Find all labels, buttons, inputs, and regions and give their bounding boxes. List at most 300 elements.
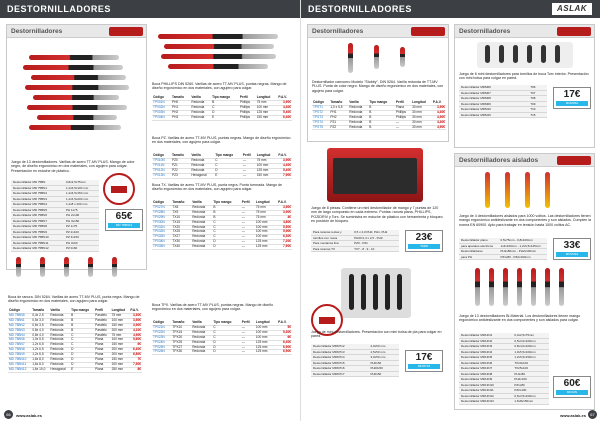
table-cell: 6,90€ — [277, 350, 292, 355]
item-name: Destornillador MDM07 — [459, 90, 528, 96]
table-cell: B — [212, 210, 240, 215]
item-name: Destornillador MD 75BN9 — [11, 229, 64, 235]
set13b-item-list — [459, 333, 549, 405]
table-cell: 5,40€ — [277, 110, 292, 115]
table-cell: Redonda — [191, 330, 212, 335]
screwdriver-icon — [64, 257, 69, 277]
price-box — [553, 87, 591, 109]
table-cell: Plana — [94, 362, 110, 367]
table-cell: C — [214, 163, 242, 168]
table-cell: 150 mm — [111, 358, 130, 363]
table-cell: Phillips — [239, 105, 256, 110]
table-row — [312, 125, 446, 130]
table-cell: Redonda — [190, 158, 214, 163]
table-cell: PZ2 — [171, 168, 190, 173]
table-cell: 0,6x 3,5 — [31, 323, 49, 328]
item-name: Destornillador MD13N11 — [459, 388, 512, 394]
item-name: Destornillador MD13N1 — [459, 333, 512, 338]
stubby-table — [312, 101, 446, 130]
table-cell: B — [70, 323, 94, 328]
column-header: P.A.V. — [277, 154, 292, 158]
table-cell: MD 75BN2 — [8, 323, 31, 328]
table-cell: — — [241, 225, 255, 230]
table-cell: TP033N — [152, 235, 171, 240]
table-cell: Redonda — [191, 240, 212, 245]
item-name: Destornillador MDM09 — [459, 101, 528, 107]
item-size: 2,5x50 mm — [368, 349, 399, 355]
item-name: Destornillador MD 75BN4 — [11, 202, 64, 208]
table-cell: TP013N — [152, 173, 171, 178]
column-header: Varilla — [191, 321, 212, 325]
item-name: Destornillador MD 75BN6 — [11, 213, 64, 219]
column-header: Tamaño — [171, 201, 191, 205]
table-row — [152, 245, 292, 250]
item-name: Destornillador MD13N6 — [459, 360, 512, 366]
table-cell: Phillips — [239, 100, 256, 105]
table-cell: TP031N — [152, 225, 171, 230]
table-cell: 6€ — [277, 335, 292, 340]
item-name: Destornillador MD 75BN7 — [11, 218, 64, 224]
footer-url[interactable]: www.aslak.es — [16, 413, 42, 418]
table-cell: D — [70, 348, 94, 353]
brand-badge-icon — [411, 27, 445, 36]
table-cell: TP030N — [152, 220, 171, 225]
column-header: Código — [152, 201, 171, 205]
table-cell: 4,90€ — [129, 333, 142, 338]
table-cell: TPX15 — [171, 330, 191, 335]
table-cell: 7,90€ — [277, 245, 292, 250]
table-cell: Hexagonal — [49, 367, 70, 372]
table-cell: 1,0 x 5,5 — [329, 105, 348, 110]
table-cell: TX27 — [171, 235, 191, 240]
table-cell: Redonda — [49, 318, 70, 323]
screwdriver-icon — [31, 75, 126, 80]
table-cell: 6,40€ — [129, 348, 142, 353]
table-cell: E — [70, 367, 94, 372]
table-cell: 4,40€ — [432, 120, 446, 125]
table-cell: Redonda — [191, 340, 212, 345]
item-size: PH1x80 — [512, 371, 549, 377]
table-cell: Paralelo — [94, 313, 110, 318]
item-name: Destornillador MD13N8 — [459, 371, 512, 377]
brand-badge-icon — [557, 27, 591, 36]
flat-tips-image — [10, 257, 140, 279]
tpx-table — [152, 321, 292, 355]
table-cell: Redonda — [348, 110, 368, 115]
tpx-description: Boca TPX. Varillas de acero TT-MV PLUS, puntas negras. Mango de diseño ergonómico en dos materiales, con agujero para colgar. — [152, 303, 274, 312]
screwdriver-icon — [400, 47, 405, 67]
table-cell: TX9 — [171, 210, 191, 215]
table-cell: MD 75BN5 — [8, 313, 31, 318]
screwdriver-icon — [23, 65, 123, 70]
item-name: Destornillador MD13N5 — [459, 355, 512, 361]
item-name: Destornillador MD 75BN2 — [11, 191, 64, 197]
item-size: 1,2x6,5x100 mm — [64, 185, 99, 191]
table-cell: E — [214, 173, 242, 178]
table-cell: D — [212, 350, 240, 355]
table-cell: Paralelo — [94, 323, 110, 328]
stubby-image — [318, 43, 438, 77]
item-size: 0,6x3,5x100mm — [512, 393, 549, 399]
table-cell: Redonda — [348, 125, 368, 130]
table-cell: Plana — [94, 348, 110, 353]
item-name: Destornillador MD13N4 — [459, 349, 512, 355]
table-cell: 30 mm — [411, 115, 432, 120]
table-cell: — — [241, 215, 255, 220]
table-cell: C — [212, 225, 240, 230]
table-cell: — — [241, 235, 255, 240]
table-cell: 1,2x 6,5 — [31, 353, 49, 358]
table-cell: C — [212, 230, 240, 235]
product-code: MDM718 — [408, 364, 440, 369]
table-cell: — — [241, 210, 255, 215]
spec-cell: PH1x80mm - PH2x100mm — [498, 249, 547, 255]
table-cell: 125 mm — [255, 350, 277, 355]
table-cell: PH2 — [171, 110, 190, 115]
table-cell: 4,80€ — [277, 220, 292, 225]
item-size: T07 — [528, 90, 547, 96]
column-header: Tamaño — [329, 101, 348, 105]
column-header: Longitud — [256, 154, 278, 158]
column-header: Tamaño — [171, 321, 191, 325]
table-cell: 6€ — [129, 343, 142, 348]
table-cell: — — [242, 168, 256, 173]
item-size: PZ 3x150 — [64, 235, 99, 241]
table-cell: 3,90€ — [277, 210, 292, 215]
table-cell: Redonda — [190, 163, 214, 168]
item-name: Destornillador MD13N9 — [459, 377, 512, 383]
table-cell: 5,40€ — [277, 168, 292, 173]
price: 17€ — [415, 352, 433, 363]
bits-spec — [311, 230, 399, 252]
table-cell: Redonda — [348, 115, 368, 120]
table-cell: Phillips — [239, 110, 256, 115]
table-cell: 30 mm — [411, 125, 432, 130]
price-box — [405, 230, 443, 252]
item-name: Destornillador MD 75BN5 — [11, 207, 64, 213]
table-cell: — — [241, 245, 255, 250]
table-cell: TPST1 — [312, 105, 329, 110]
brand-badge-icon — [109, 27, 143, 36]
table-cell: 75 mm — [256, 100, 278, 105]
spec-cell: Para mecánica fina — [311, 241, 352, 247]
item-name: Destornillador MD 75BN12 — [11, 246, 64, 252]
table-cell: 75 mm — [255, 215, 277, 220]
table-cell: D — [212, 245, 240, 250]
column-header: Varilla — [190, 154, 214, 158]
table-cell: 5,50€ — [277, 225, 292, 230]
item-size: PZ 2x100 — [64, 229, 99, 235]
item-size: PZ2x100 — [512, 388, 549, 394]
table-cell: 6,40€ — [277, 115, 292, 120]
column-header: Perfil — [241, 321, 255, 325]
column-header: Longitud — [256, 96, 278, 100]
insulated-spec — [459, 238, 547, 260]
table-cell: 3,90€ — [432, 105, 446, 110]
table-cell: — — [241, 330, 255, 335]
table-cell: TP032N — [152, 230, 171, 235]
item-name: Destornillador MD13N13 — [459, 399, 512, 405]
table-cell: C — [70, 343, 94, 348]
spec-cell: Destornilladores — [459, 249, 498, 255]
insulated-description: Juego de 4 destornilladores aislados para 1000 voltios. Las destornilladores tienen mango ergonómico antideslizante en dos componentes y son aislados. Cumplen la norma EN 60900. Apto para trabajar en tensión hasta 1000 voltios AC. — [459, 214, 592, 227]
table-cell: 125 mm — [255, 340, 277, 345]
table-cell: 125 mm — [255, 345, 277, 350]
product-description: Juego de 13 destornilladores. Varillas de acero TT-MV PLUS. Mango de color negro, de diseño ergonómico en dos materiales, con agujero para colgar. Presentación en estuche de plástico. — [11, 160, 135, 173]
column-header: Tamaño — [31, 309, 49, 313]
column-header: Perfil — [395, 101, 411, 105]
bit-case-image — [327, 148, 423, 202]
table-cell: B — [368, 125, 395, 130]
item-size: T06 — [528, 85, 547, 90]
table-cell: TPST3 — [312, 115, 329, 120]
table-cell: 100 mm — [255, 330, 277, 335]
table-cell: 6,30€ — [277, 235, 292, 240]
screwdriver-icon — [88, 257, 93, 277]
table-cell: TP003N — [152, 110, 171, 115]
table-cell: PZ3 — [171, 173, 190, 178]
price: 60€ — [563, 378, 581, 389]
footer-url[interactable]: www.aslak.es — [560, 413, 586, 418]
product-code: MD13N — [556, 390, 588, 395]
spec-cell: 1x4x100mm - 1,2x6,5x125mm — [498, 243, 547, 249]
table-cell: 3,90€ — [129, 323, 142, 328]
item-size: TX25x100 — [512, 366, 549, 372]
table-cell: Paralelo — [94, 328, 110, 333]
table-cell: D — [214, 168, 242, 173]
item-name: Destornillador MDM713 — [311, 349, 368, 355]
table-cell: Hexagonal — [190, 173, 214, 178]
table-cell: B — [70, 313, 94, 318]
table-cell: TP024N — [152, 340, 171, 345]
spec-row — [459, 249, 547, 255]
column-header: Tamaño — [171, 96, 190, 100]
table-cell: — — [395, 125, 411, 130]
table-cell: 100 mm — [255, 230, 277, 235]
table-row — [8, 367, 142, 372]
table-cell: 30 mm — [411, 110, 432, 115]
item-size: PH0x50 — [368, 371, 399, 377]
column-header: Tipo mango — [70, 309, 94, 313]
table-row — [152, 173, 292, 178]
screwdriver-set-image — [21, 45, 133, 145]
table-cell: 1,6x 10,0 — [31, 367, 49, 372]
table-cell: Redonda — [348, 105, 368, 110]
column-header: Código — [152, 96, 171, 100]
table-cell: TPST4 — [312, 120, 329, 125]
spec-cell: PZ0 - PZ1 — [352, 241, 399, 247]
table-cell: TP023N — [152, 335, 171, 340]
column-header: Tipo mango — [368, 101, 395, 105]
table-cell: MD 75BN1 — [8, 318, 31, 323]
set13-item-list — [11, 180, 99, 252]
item-name: Destornillador MD 75BN11 — [11, 240, 64, 246]
table-cell: B — [368, 120, 395, 125]
micro-item-list — [311, 344, 399, 377]
bits-description: Juego de 8 piezas. Contiene un mini destornillador de mango y 7 puntas de 120 mm de largo compuesto en cada extremo. Puntas: ranura plana, PHILLIPS, POZIDRIV y Torx. Se suministra en estuche de plástico con herramienta y bloqueo en posición de bloqueo. — [311, 206, 443, 224]
item-name: Destornillador MDM715 — [311, 360, 368, 366]
item-name: Destornillador MD13N10 — [459, 382, 512, 388]
table-cell: TP011N — [152, 163, 171, 168]
table-cell: TPST5 — [312, 125, 329, 130]
item-size: PH 1x75 — [64, 207, 99, 213]
table-cell: 1,0x 5,5 — [31, 338, 49, 343]
item-name: Destornillador MDM712 — [311, 344, 368, 349]
torx-description: Juego de 6 mini destornilladores para tornillos de boca Torx interior. Presentación con mini bolsa para colgar en pared. — [459, 72, 589, 81]
item-size: PH 2x100 — [64, 213, 99, 219]
ph-screwdrivers-image — [158, 30, 284, 76]
table-cell: MD 75BN12 — [8, 367, 31, 372]
table-cell: 3,30€ — [129, 313, 142, 318]
table-cell: Phillips — [395, 115, 411, 120]
screwdriver-icon — [374, 45, 379, 69]
spec-row — [311, 246, 399, 252]
table-cell: 8€ — [129, 367, 142, 372]
table-cell: 6,40€ — [277, 340, 292, 345]
flat-table — [8, 309, 142, 373]
table-cell: TP001N — [152, 100, 171, 105]
price: 17€ — [563, 89, 581, 100]
table-cell: Plana — [94, 338, 110, 343]
table-cell: 4,90€ — [432, 125, 446, 130]
table-cell: Redonda — [191, 245, 212, 250]
spec-cell: Para ranuras rectas y — [311, 230, 352, 235]
column-header: Longitud — [255, 201, 277, 205]
page-number: 67 — [588, 410, 597, 419]
item-size: 1,2x6,5x150 mm — [64, 191, 99, 197]
table-cell: 100 mm — [111, 318, 130, 323]
table-cell: TPX27 — [171, 345, 191, 350]
table-cell: — — [395, 120, 411, 125]
item-name: Destornillador MD13N7 — [459, 366, 512, 372]
lifetime-warranty-seal-icon — [103, 173, 135, 205]
spec-row — [459, 243, 547, 249]
column-header: Tamaño — [171, 154, 190, 158]
table-cell: 100 mm — [256, 105, 278, 110]
table-cell: Redonda — [49, 358, 70, 363]
table-cell: TX30 — [171, 240, 191, 245]
spec-cell: tornillos con rosca — [311, 235, 352, 241]
table-cell: B — [211, 100, 239, 105]
table-cell: B — [70, 328, 94, 333]
spec-cell: Destornillador plano — [459, 238, 498, 243]
item-size: T10 — [528, 107, 547, 113]
item-name: Destornillador MD 75BN — [11, 180, 64, 185]
table-cell: 75 mm — [255, 205, 277, 210]
screwdriver-icon — [29, 55, 119, 60]
table-cell: TP029N — [152, 215, 171, 220]
table-cell: E — [211, 115, 239, 120]
list-item — [311, 371, 399, 377]
item-size: PH0x50 — [368, 360, 399, 366]
list-item — [459, 399, 549, 405]
table-cell: D — [212, 340, 240, 345]
screwdriver-icon — [25, 85, 129, 90]
table-cell: C — [212, 220, 240, 225]
screwdriver-icon — [168, 64, 268, 69]
spec-cell: Para ranuras TX — [311, 246, 352, 252]
table-cell: B — [70, 318, 94, 323]
price: 33€ — [563, 240, 581, 251]
table-cell: Plana — [94, 367, 110, 372]
screwdriver-icon — [40, 257, 45, 277]
column-header: Tipo mango — [214, 154, 242, 158]
spec-row — [311, 230, 399, 235]
table-cell: C — [214, 158, 242, 163]
table-cell: D — [70, 358, 94, 363]
table-cell: Redonda — [49, 343, 70, 348]
table-row — [152, 350, 292, 355]
table-cell: 0,5x 3,0 — [31, 318, 49, 323]
spec-cell: PZ1x80 - PZ2x100mm — [498, 254, 547, 260]
item-size: PZ 1x75 — [64, 224, 99, 230]
table-cell: PH1 — [329, 110, 348, 115]
column-header: Tipo mango — [212, 201, 240, 205]
item-name: Destornillador MD 75BN3 — [11, 196, 64, 202]
table-cell: 100 mm — [255, 325, 277, 330]
table-cell: 1,2x 6,5 — [31, 343, 49, 348]
table-cell: 7,90€ — [277, 173, 292, 178]
table-cell: 5€ — [277, 325, 292, 330]
item-name: Destornillador MDM15 — [459, 112, 528, 118]
item-size: TX20x100 — [512, 360, 549, 366]
item-name: Destornillador MD 75BN10 — [11, 235, 64, 241]
table-cell: MD 75BN8 — [8, 348, 31, 353]
pz-description: Boca PZ. Varillas de acero TT-MV PLUS, puntas negras. Mango de diseño ergonómico en dos materiales, con agujero para colgar. — [152, 136, 291, 145]
screwdriver-icon — [27, 105, 127, 110]
table-cell: 125 mm — [256, 168, 278, 173]
table-cell: Redonda — [49, 338, 70, 343]
table-cell: TPST2 — [312, 110, 329, 115]
table-cell: TPX20 — [171, 335, 191, 340]
table-cell: MD 75BN4 — [8, 333, 31, 338]
spec-cell: 0,5x75mm - 0,8x100mm — [498, 238, 547, 243]
table-cell: 4,10€ — [129, 328, 142, 333]
table-cell: Redonda — [191, 225, 212, 230]
table-cell: 0,4x 2,5 — [31, 313, 49, 318]
product-code: TM08 — [408, 244, 440, 249]
price: 23€ — [415, 232, 433, 243]
table-cell: D — [70, 362, 94, 367]
column-header: Varilla — [191, 201, 212, 205]
column-header: P.A.V. — [277, 321, 292, 325]
table-cell: Redonda — [191, 350, 212, 355]
table-cell: Plana — [94, 353, 110, 358]
table-cell: Redonda — [190, 105, 211, 110]
table-cell: Redonda — [190, 168, 214, 173]
item-size: 0,4x2,5x75mm — [512, 333, 549, 338]
table-cell: Redonda — [49, 333, 70, 338]
table-cell: TPX10 — [171, 325, 191, 330]
torx-item-list — [459, 85, 547, 118]
table-cell: Redonda — [190, 100, 211, 105]
table-cell: 7,20€ — [277, 240, 292, 245]
table-cell: Redonda — [49, 353, 70, 358]
table-cell: 3,50€ — [129, 318, 142, 323]
tx-table — [152, 201, 292, 250]
item-size: PZ1x80 — [512, 382, 549, 388]
table-cell: — — [241, 350, 255, 355]
ph-description: Boca PHILLIPS DIN 5260. Varillas de acero TT-MV PLUS, puntas negras. Mango de diseño ergonómico en dos materiales, con agujero para colgar. — [152, 82, 287, 91]
table-cell: Redonda — [191, 345, 212, 350]
item-size: 3,0x50 mm — [368, 355, 399, 361]
table-cell: 4,40€ — [277, 163, 292, 168]
table-cell: — — [242, 163, 256, 168]
table-cell: TX25 — [171, 230, 191, 235]
table-cell: TP022N — [152, 330, 171, 335]
table-cell: Paralelo — [94, 318, 110, 323]
page-header-right: DESTORNILLADORES ASLAK — [301, 0, 600, 18]
